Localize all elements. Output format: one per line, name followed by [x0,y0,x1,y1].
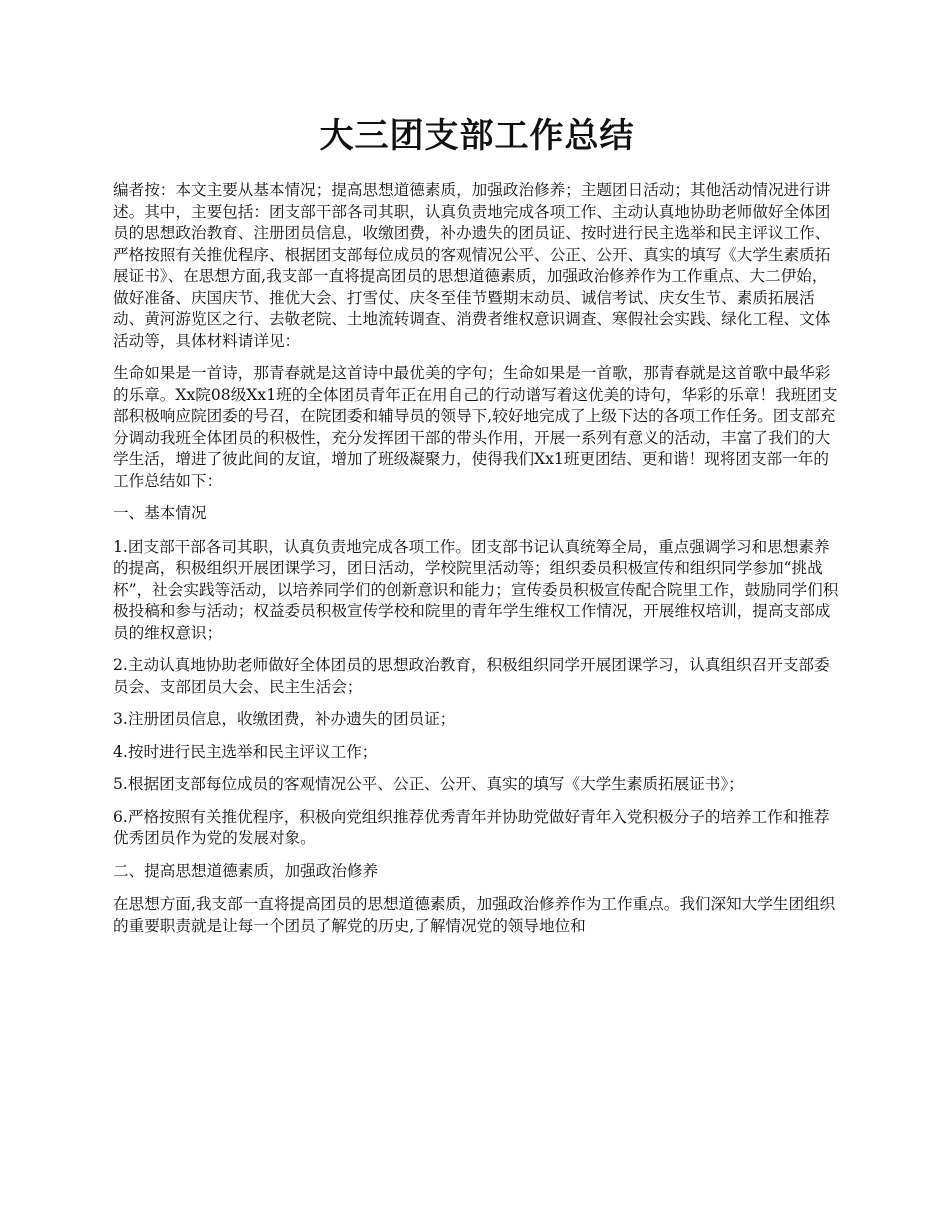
section-heading-basic: 一、基本情况 [113,504,207,522]
editor-note-paragraph: 编者按：本文主要从基本情况；提高思想道德素质，加强政治修养；主题团日活动；其他活动情况进行讲述。其中，主要包括：团支部干部各司其职，认真负责地完成各项工作、主动认真地协助老师做好全体团员的思想政治教育、注册团员信息，收缴团费，补办遗失的团员证、按时进行民主选举和民主评议工作、严格按照有关推优程序、根据团支部每位成员的客观情况公平、公正、公开、真实的填写《大学生素质拓展证书》、在思想方面,我支部一直将提高团员的思想道德素质，加强政治修养作为工作重点、大二伊始，做好准备、庆国庆节、推优大会、打雪仗、庆冬至佳节暨期末动员、诚信考试、庆女生节、素质拓展活动、黄河游览区之行、去敬老院、土地流转调查、消费者维权意识调查、寒假社会实践、绿化工程、文体活动等，具体材料请详见： [113,181,831,350]
list-item-6: 6.严格按照有关推优程序，积极向党组织推荐优秀青年并协助党做好青年入党积极分子的培养工作和推荐优秀团员作为党的发展对象。 [113,807,830,847]
list-item-4: 4.按时进行民主选举和民主评议工作； [113,742,378,761]
list-item-2: 2.主动认真地协助老师做好全体团员的思想政治教育，积极组织同学开展团课学习，认真组织召开支部委员会、支部团员大会、民主生活会； [113,656,830,696]
intro-paragraph: 生命如果是一首诗，那青春就是这首诗中最优美的字句；生命如果是一首歌，那青春就是这首歌中最华彩的乐章。Xx院08级Xx1班的全体团员青年正在用自己的行动谱写着这优美的诗句，华彩的乐章！我班团支部积极响应院团委的号召，在院团委和辅导员的领导下,较好地完成了上级下达的各项工作任务。团支部充分调动我班全体团员的积极性，充分发挥团干部的带头作用，开展一系列有意义的活动，丰富了我们的大学生活，增进了彼此间的友谊，增加了班级凝聚力，使得我们Xx1班更团结、更和谐！现将团支部一年的工作总结如下： [113,364,838,490]
section-heading-ideology: 二、提高思想道德素质，加强政治修养 [113,861,379,880]
list-item-3: 3.注册团员信息，收缴团费，补办遗失的团员证； [113,710,456,728]
document-title: 大三团支部工作总结 [319,116,635,156]
list-item-1: 1.团支部干部各司其职，认真负责地完成各项工作。团支部书记认真统筹全局，重点强调学习和思想素养的提高，积极组织开展团课学习，团日活动，学校院里活动等；组织委员积极宣传和组织同学参加“挑战杯”，社会实践等活动，以培养同学们的创新意识和能力；宣传委员积极宣传配合院里工作，鼓励同学们积极投稿和参与活动；权益委员积极宣传学校和院里的青年学生维权工作情况，开展维权培训，提高支部成员的维权意识； [113,537,839,642]
document-page [113,112,841,948]
list-item-5: 5.根据团支部每位成员的客观情况公平、公正、公开、真实的填写《大学生素质拓展证书》； [113,775,744,793]
ideology-paragraph: 在思想方面,我支部一直将提高团员的思想道德素质，加强政治修养作为工作重点。我们深知大学生团组织的重要职责就是让每一个团员了解党的历史,了解情况党的领导地位和 [113,895,836,935]
